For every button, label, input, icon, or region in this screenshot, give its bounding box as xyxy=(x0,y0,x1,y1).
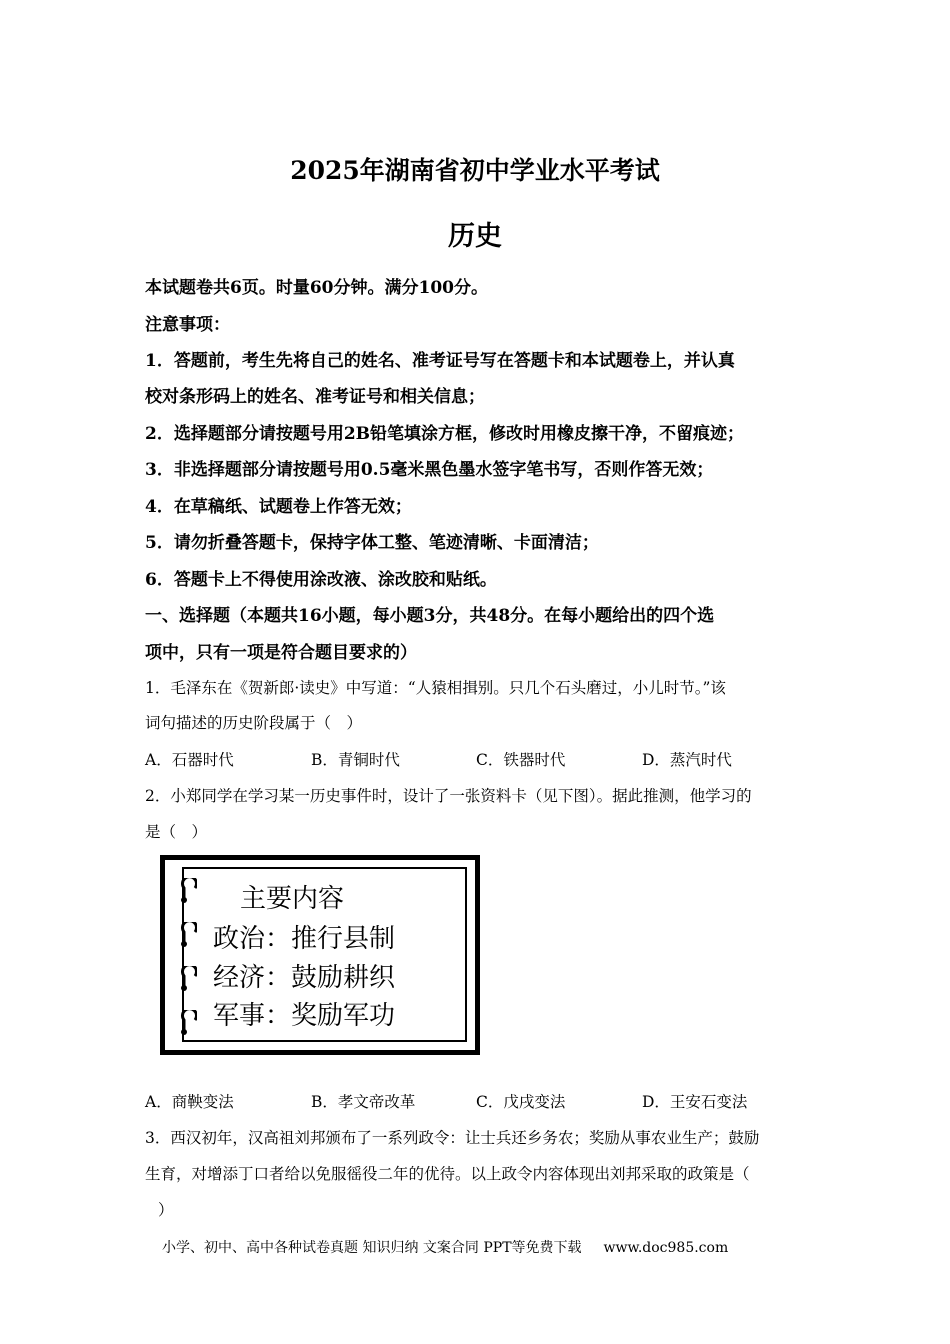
question-2-stem-cont: 是（ ） xyxy=(145,823,208,841)
resource-card-figure xyxy=(160,855,480,1055)
question-2-option-b: B．孝文帝改革 xyxy=(311,1093,416,1111)
question-2-stem: 2．小郑同学在学习某一历史事件时，设计了一张资料卡（见下图）。据此推测，他学习的 xyxy=(145,787,752,805)
card-line-politics: 政治：推行县制 xyxy=(213,924,396,954)
binder-ring-icon xyxy=(171,878,197,904)
exam-intro: 本试题卷共6页。时量60分钟。满分100分。 xyxy=(145,278,488,298)
question-2-option-a: A．商鞅变法 xyxy=(145,1093,234,1111)
question-3-stem-end: ） xyxy=(158,1201,174,1219)
footer-text: 小学、初中、高中各种试卷真题 知识归纳 文案合同 PPT等免费下载 xyxy=(162,1240,582,1256)
notice-item: 5．请勿折叠答题卡，保持字体工整、笔迹清晰、卡面清洁； xyxy=(145,533,599,553)
page-footer xyxy=(162,1237,728,1257)
footer-link[interactable]: www.doc985.com xyxy=(603,1240,729,1256)
notice-heading: 注意事项： xyxy=(145,315,230,335)
card-line-military: 军事：奖励军功 xyxy=(213,1001,396,1031)
question-1-option-c: C．铁器时代 xyxy=(476,751,566,769)
binder-ring-icon xyxy=(171,922,197,948)
notice-item: 1．答题前，考生先将自己的姓名、准考证号写在答题卡和本试题卷上，并认真 xyxy=(145,351,735,371)
question-3-stem-cont: 生育，对增添丁口者给以免服徭役二年的优待。以上政令内容体现出刘邦采取的政策是（ xyxy=(145,1165,750,1183)
exam-title: 2025年湖南省初中学业水平考试 xyxy=(290,156,660,185)
question-2-option-d: D．王安石变法 xyxy=(642,1093,748,1111)
notice-item: 3．非选择题部分请按题号用0.5毫米黑色墨水签字笔书写，否则作答无效； xyxy=(145,460,714,480)
card-heading: 主要内容 xyxy=(240,884,345,914)
subject-title: 历史 xyxy=(448,221,502,252)
binder-ring-icon xyxy=(171,966,197,992)
binder-ring-icon xyxy=(171,1010,197,1036)
question-3-stem: 3．西汉初年，汉高祖刘邦颁布了一系列政令：让士兵还乡务农；奖励从事农业生产；鼓励 xyxy=(145,1129,760,1147)
question-1-stem: 1．毛泽东在《贺新郎·读史》中写道：“人猿相揖别。只几个石头磨过，小儿时节。”该 xyxy=(145,679,726,697)
question-1-stem-cont: 词句描述的历史阶段属于（ ） xyxy=(145,714,363,732)
notice-item: 6．答题卡上不得使用涂改液、涂改胶和贴纸。 xyxy=(145,570,497,590)
question-2-option-c: C．戊戌变法 xyxy=(476,1093,566,1111)
notice-item: 2．选择题部分请按题号用2B铅笔填涂方框，修改时用橡皮擦干净，不留痕迹； xyxy=(145,424,745,444)
question-1-option-b: B．青铜时代 xyxy=(311,751,400,769)
section-heading-cont: 项中，只有一项是符合题目要求的） xyxy=(145,643,417,663)
notice-item: 4．在草稿纸、试题卷上作答无效； xyxy=(145,497,412,517)
notice-item: 校对条形码上的姓名、准考证号和相关信息； xyxy=(145,387,485,407)
question-1-option-a: A．石器时代 xyxy=(145,751,234,769)
question-1-option-d: D．蒸汽时代 xyxy=(642,751,732,769)
card-line-economy: 经济：鼓励耕织 xyxy=(213,963,396,993)
section-heading: 一、选择题（本题共16小题，每小题3分，共48分。在每小题给出的四个选 xyxy=(145,606,715,626)
